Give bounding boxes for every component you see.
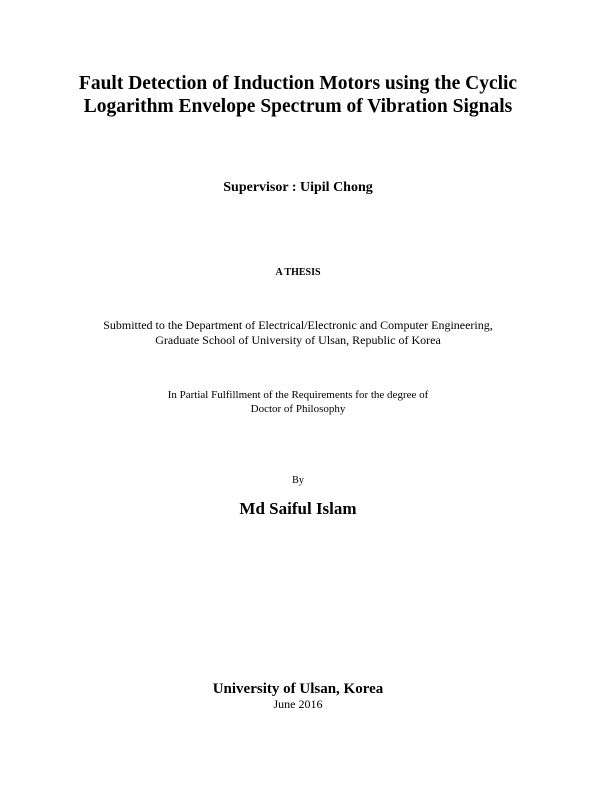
submission-line-1: Submitted to the Department of Electrical/Electronic and Computer Engineering, (103, 318, 493, 332)
thesis-label: A THESIS (275, 267, 321, 278)
degree-fulfillment-statement (0, 388, 596, 416)
supervisor-line: Supervisor : Uipil Chong (223, 180, 373, 195)
thesis-title-line-2: Logarithm Envelope Spectrum of Vibration Signals (83, 96, 513, 117)
author-name: Md Saiful Islam (239, 499, 357, 518)
university-name: University of Ulsan, Korea (212, 681, 384, 697)
submission-date: June 2016 (273, 697, 323, 711)
by-label: By (292, 475, 304, 486)
submission-statement (0, 318, 596, 348)
submission-line-2: Graduate School of University of Ulsan, Republic of Korea (155, 333, 441, 347)
thesis-title-line-1: Fault Detection of Induction Motors using the Cyclic (78, 73, 518, 94)
fulfillment-line-2: Doctor of Philosophy (250, 403, 346, 415)
fulfillment-line-1: In Partial Fulfillment of the Requirements for the degree of (167, 389, 429, 401)
thesis-title (0, 72, 596, 118)
